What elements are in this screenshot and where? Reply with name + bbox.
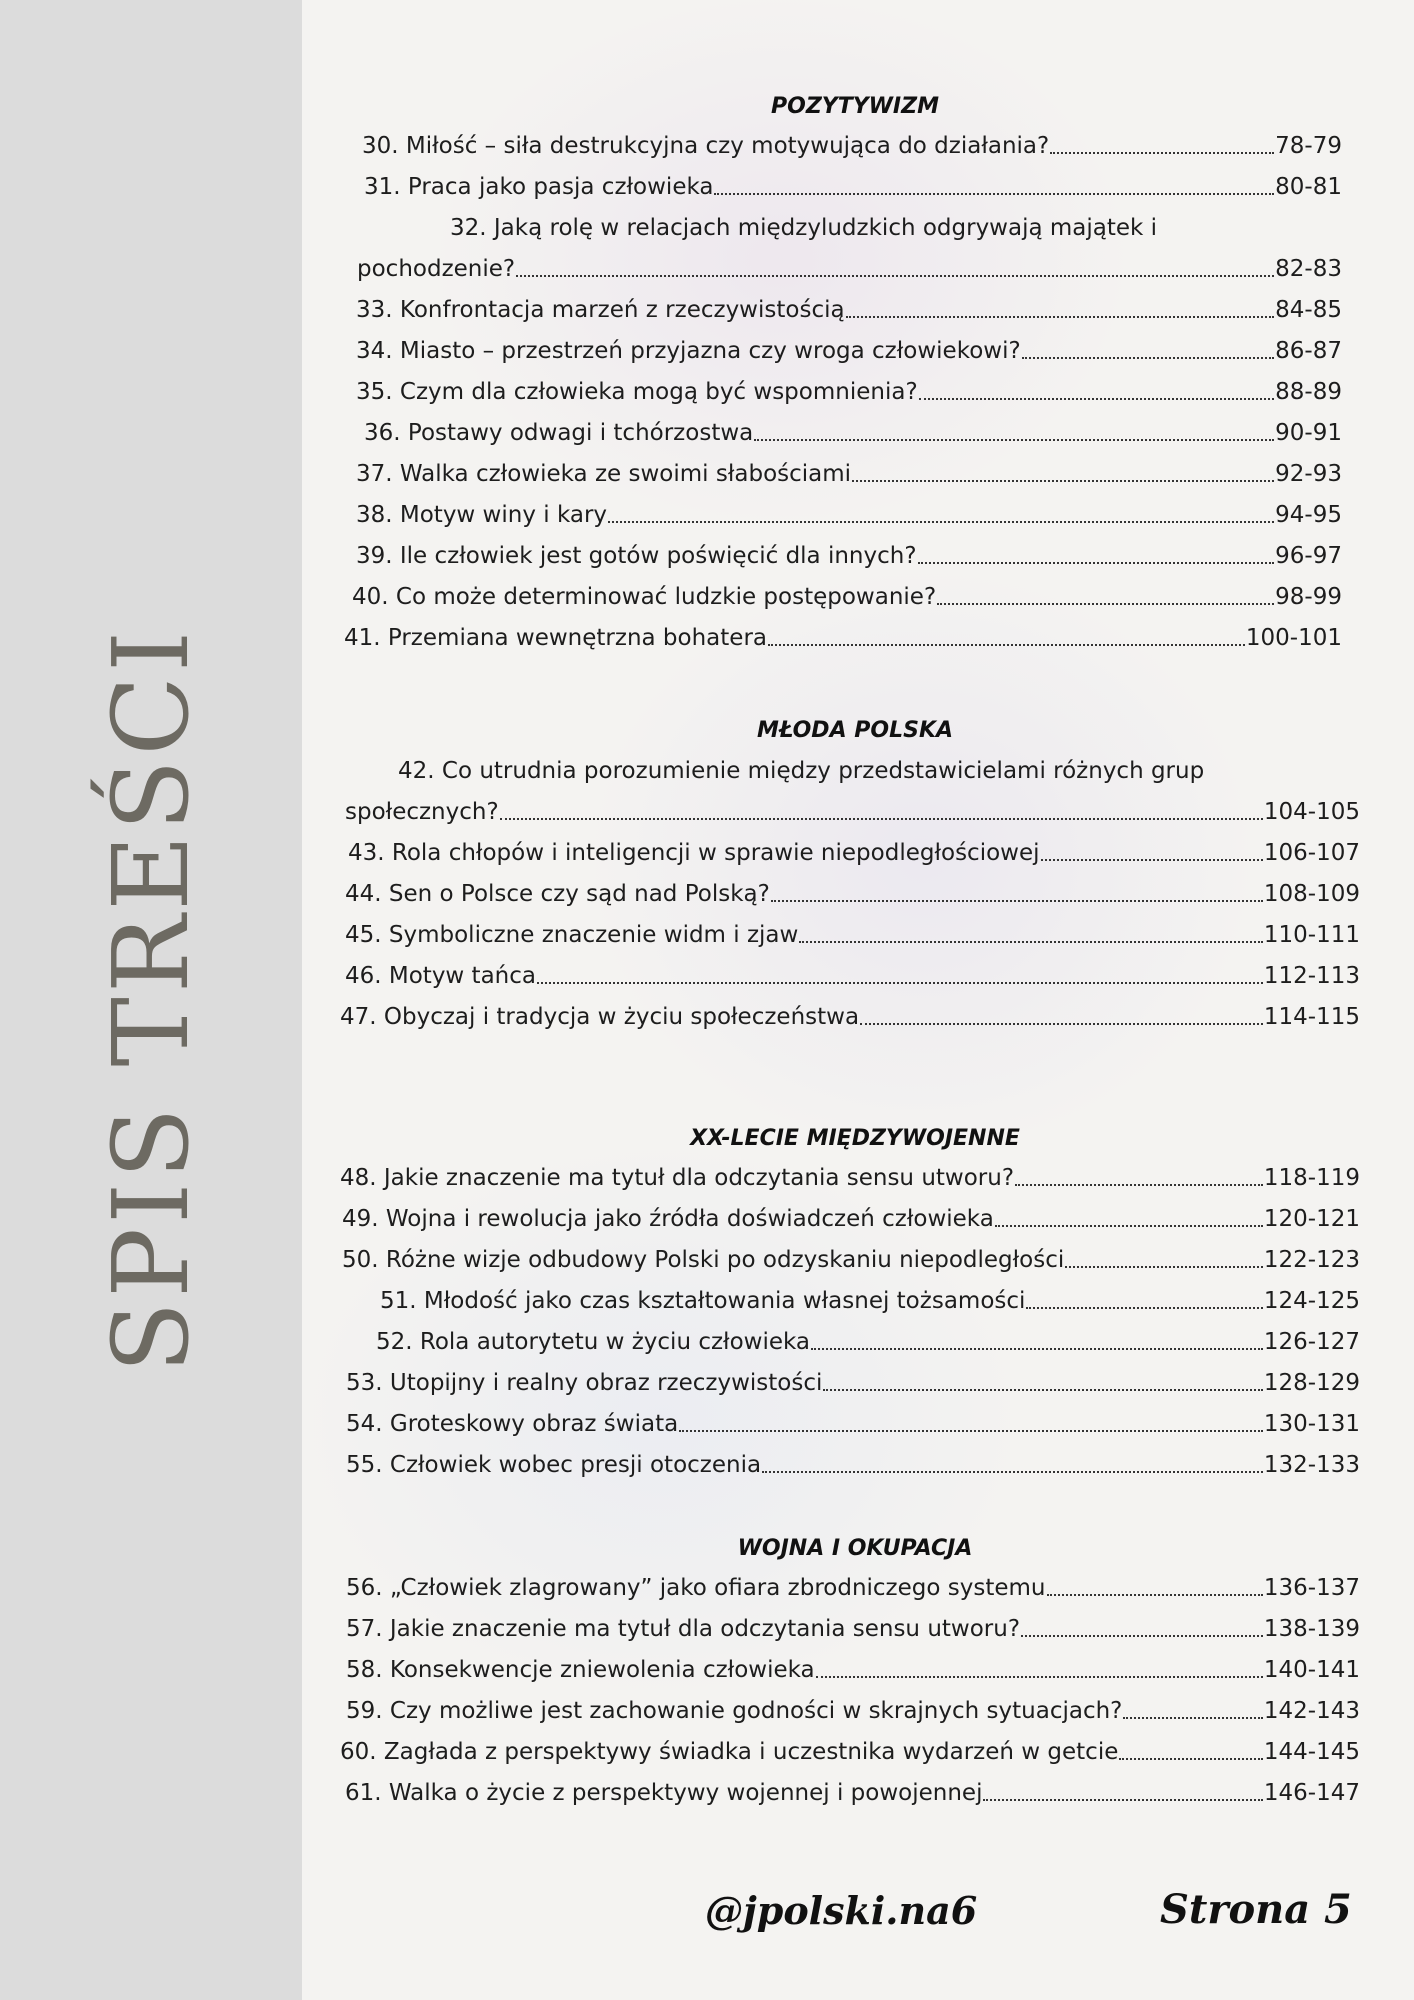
toc-entry-title: 55. Człowiek wobec presji otoczenia [346,1452,762,1478]
dot-leader [1041,858,1263,861]
toc-entry[interactable] [376,1327,1360,1357]
toc-entry-title: 34. Miasto – przestrzeń przyjazna czy wroga człowiekowi? [356,338,1021,364]
toc-entry-title: 38. Motyw winy i kary [356,502,608,528]
toc-entry-pages: 78-79 [1275,133,1342,159]
footer-handle: @jpolski.na6 [705,1888,978,1933]
dot-leader [754,438,1274,441]
toc-entry-pages: 86-87 [1275,338,1342,364]
toc-entry-pages: 92-93 [1275,461,1342,487]
toc-entry[interactable] [345,879,1360,909]
toc-entry[interactable] [340,1163,1360,1193]
dot-leader [1026,1306,1262,1309]
dot-leader [1022,356,1274,359]
dot-leader [1065,1265,1263,1268]
toc-entry-pages: 104-105 [1263,799,1360,825]
toc-entry[interactable] [346,1368,1360,1398]
toc-entry-pages: 146-147 [1263,1780,1360,1806]
toc-entry-title: 40. Co może determinować ludzkie postępowanie? [352,584,937,610]
toc-entry-pages: 138-139 [1263,1616,1360,1642]
dot-leader [799,940,1263,943]
toc-entry[interactable] [346,1450,1360,1480]
dot-leader [1050,151,1274,154]
toc-entry[interactable] [346,1655,1360,1685]
toc-entry[interactable] [346,1573,1360,1603]
dot-leader [537,981,1263,984]
dot-leader [1047,1593,1263,1596]
dot-leader [771,899,1263,902]
toc-entry-title: 46. Motyw tańca [345,963,536,989]
sidebar-title: SPIS TREŚCI [90,626,212,1374]
toc-entry[interactable] [345,961,1360,991]
dot-leader [919,397,1275,400]
toc-entry-title: 33. Konfrontacja marzeń z rzeczywistością [356,297,845,323]
toc-entry-title: 35. Czym dla człowieka mogą być wspomnienia? [356,379,918,405]
toc-entry-title: 43. Rola chłopów i inteligencji w sprawie niepodległościowej [348,840,1040,866]
toc-entry[interactable] [346,1614,1360,1644]
toc-entry[interactable] [356,295,1342,325]
dot-leader [762,1470,1263,1473]
toc-entry-title-line: 32. Jaką rolę w relacjach międzyludzkich odgrywają majątek i [450,215,1158,241]
section-heading: MŁODA POLSKA [756,718,954,743]
dot-leader [1015,1183,1263,1186]
toc-entry[interactable] [342,1245,1360,1275]
dot-leader [860,1022,1263,1025]
toc-entry-title-line: 42. Co utrudnia porozumienie między przedstawicielami różnych grup [398,758,1205,784]
toc-entry[interactable] [356,541,1342,571]
toc-entry-title: 60. Zagłada z perspektywy świadka i uczestnika wydarzeń w getcie [340,1739,1119,1765]
toc-entry-title: 57. Jakie znaczenie ma tytuł dla odczytania sensu utworu? [346,1616,1021,1642]
section-heading: XX-LECIE MIĘDZYWOJENNE [690,1126,1020,1151]
toc-entry-pages: 110-111 [1263,922,1360,948]
toc-entry-pages: 124-125 [1263,1288,1360,1314]
toc-entry-pages: 108-109 [1263,881,1360,907]
dot-leader [983,1798,1262,1801]
dot-leader [679,1429,1263,1432]
toc-entry-title: 51. Młodość jako czas kształtowania własnej tożsamości [380,1288,1026,1314]
toc-entry[interactable] [352,582,1342,612]
toc-entry-title: 59. Czy możliwe jest zachowanie godności w skrajnych sytuacjach? [346,1698,1123,1724]
dot-leader [823,1388,1263,1391]
toc-entry[interactable] [356,500,1342,530]
toc-entry[interactable] [346,1696,1360,1726]
toc-entry-pages: 96-97 [1275,543,1342,569]
dot-leader [714,192,1274,195]
toc-entry-title: 45. Symboliczne znaczenie widm i zjaw [345,922,799,948]
toc-entry[interactable] [340,1002,1360,1032]
toc-entry[interactable] [344,623,1342,653]
toc-entry-title: 37. Walka człowieka ze swoimi słabościami [356,461,852,487]
toc-entry-title: 30. Miłość – siła destrukcyjna czy motywująca do działania? [362,133,1050,159]
toc-entry[interactable] [362,131,1342,161]
toc-entry-pages: 80-81 [1275,174,1342,200]
dot-leader [918,561,1275,564]
toc-entry-title: 31. Praca jako pasja człowieka [364,174,714,200]
toc-entry-title: 44. Sen o Polsce czy sąd nad Polską? [345,881,770,907]
toc-entry-title: 53. Utopijny i realny obraz rzeczywistości [346,1370,823,1396]
toc-entry-pages: 136-137 [1263,1575,1360,1601]
dot-leader [516,274,1274,277]
toc-entry[interactable] [356,377,1342,407]
footer-page-number: Strona 5 [1160,1886,1352,1933]
toc-entry-title: 58. Konsekwencje zniewolenia człowieka [346,1657,815,1683]
toc-entry-pages: 90-91 [1275,420,1342,446]
toc-entry-title: 48. Jakie znaczenie ma tytuł dla odczytania sensu utworu? [340,1165,1015,1191]
dot-leader [811,1347,1263,1350]
toc-entry-title: 49. Wojna i rewolucja jako źródła doświadczeń człowieka [342,1206,994,1232]
dot-leader [846,315,1275,318]
dot-leader [1123,1716,1263,1719]
toc-entry[interactable] [364,418,1342,448]
toc-entry-pages: 100-101 [1245,625,1342,651]
dot-leader [608,520,1274,523]
toc-entry-pages: 126-127 [1263,1329,1360,1355]
toc-entry[interactable] [345,1778,1360,1808]
toc-entry-title: 54. Groteskowy obraz świata [346,1411,679,1437]
toc-entry-pages: 130-131 [1263,1411,1360,1437]
toc-entry-pages: 128-129 [1263,1370,1360,1396]
toc-entry-pages: 106-107 [1263,840,1360,866]
toc-entry[interactable] [364,172,1342,202]
toc-entry-pages: 140-141 [1263,1657,1360,1683]
toc-entry-pages: 120-121 [1263,1206,1360,1232]
toc-entry-title: 36. Postawy odwagi i tchórzostwa [364,420,754,446]
toc-entry-pages: 142-143 [1263,1698,1360,1724]
toc-entry[interactable] [342,1204,1360,1234]
toc-entry-pages: 118-119 [1263,1165,1360,1191]
toc-entry-title: 61. Walka o życie z perspektywy wojennej i powojennej [345,1780,983,1806]
toc-entry[interactable] [345,920,1360,950]
toc-entry-title: 50. Różne wizje odbudowy Polski po odzyskaniu niepodległości [342,1247,1065,1273]
dot-leader [852,479,1274,482]
dot-leader [937,602,1274,605]
dot-leader [1119,1757,1263,1760]
toc-entry-title: 41. Przemiana wewnętrzna bohatera [344,625,767,651]
toc-entry[interactable] [345,797,1360,827]
toc-entry-title: pochodzenie? [357,256,516,282]
toc-entry-title: społecznych? [345,799,499,825]
toc-entry-pages: 114-115 [1263,1004,1360,1030]
toc-entry-pages: 82-83 [1275,256,1342,282]
toc-entry[interactable] [357,254,1342,284]
toc-entry[interactable] [356,459,1342,489]
toc-entry-pages: 88-89 [1275,379,1342,405]
toc-entry[interactable] [340,1737,1360,1767]
toc-entry[interactable] [348,838,1360,868]
toc-entry-pages: 132-133 [1263,1452,1360,1478]
toc-entry[interactable] [346,1409,1360,1439]
section-heading: POZYTYWIZM [771,94,939,119]
toc-entry[interactable] [380,1286,1360,1316]
toc-entry-title: 39. Ile człowiek jest gotów poświęcić dla innych? [356,543,917,569]
toc-entry-title: 52. Rola autorytetu w życiu człowieka [376,1329,811,1355]
dot-leader [1021,1634,1263,1637]
toc-entry-title: 56. „Człowiek zlagrowany” jako ofiara zbrodniczego systemu [346,1575,1046,1601]
dot-leader [500,817,1263,820]
toc-entry-pages: 112-113 [1263,963,1360,989]
toc-entry[interactable] [356,336,1342,366]
dot-leader [768,643,1245,646]
toc-entry-pages: 144-145 [1263,1739,1360,1765]
dot-leader [995,1224,1263,1227]
toc-entry-pages: 122-123 [1263,1247,1360,1273]
toc-entry-title: 47. Obyczaj i tradycja w życiu społeczeństwa [340,1004,860,1030]
dot-leader [816,1675,1263,1678]
toc-entry-pages: 98-99 [1275,584,1342,610]
toc-entry-pages: 94-95 [1275,502,1342,528]
section-heading: WOJNA I OKUPACJA [737,1536,973,1561]
toc-entry-pages: 84-85 [1275,297,1342,323]
